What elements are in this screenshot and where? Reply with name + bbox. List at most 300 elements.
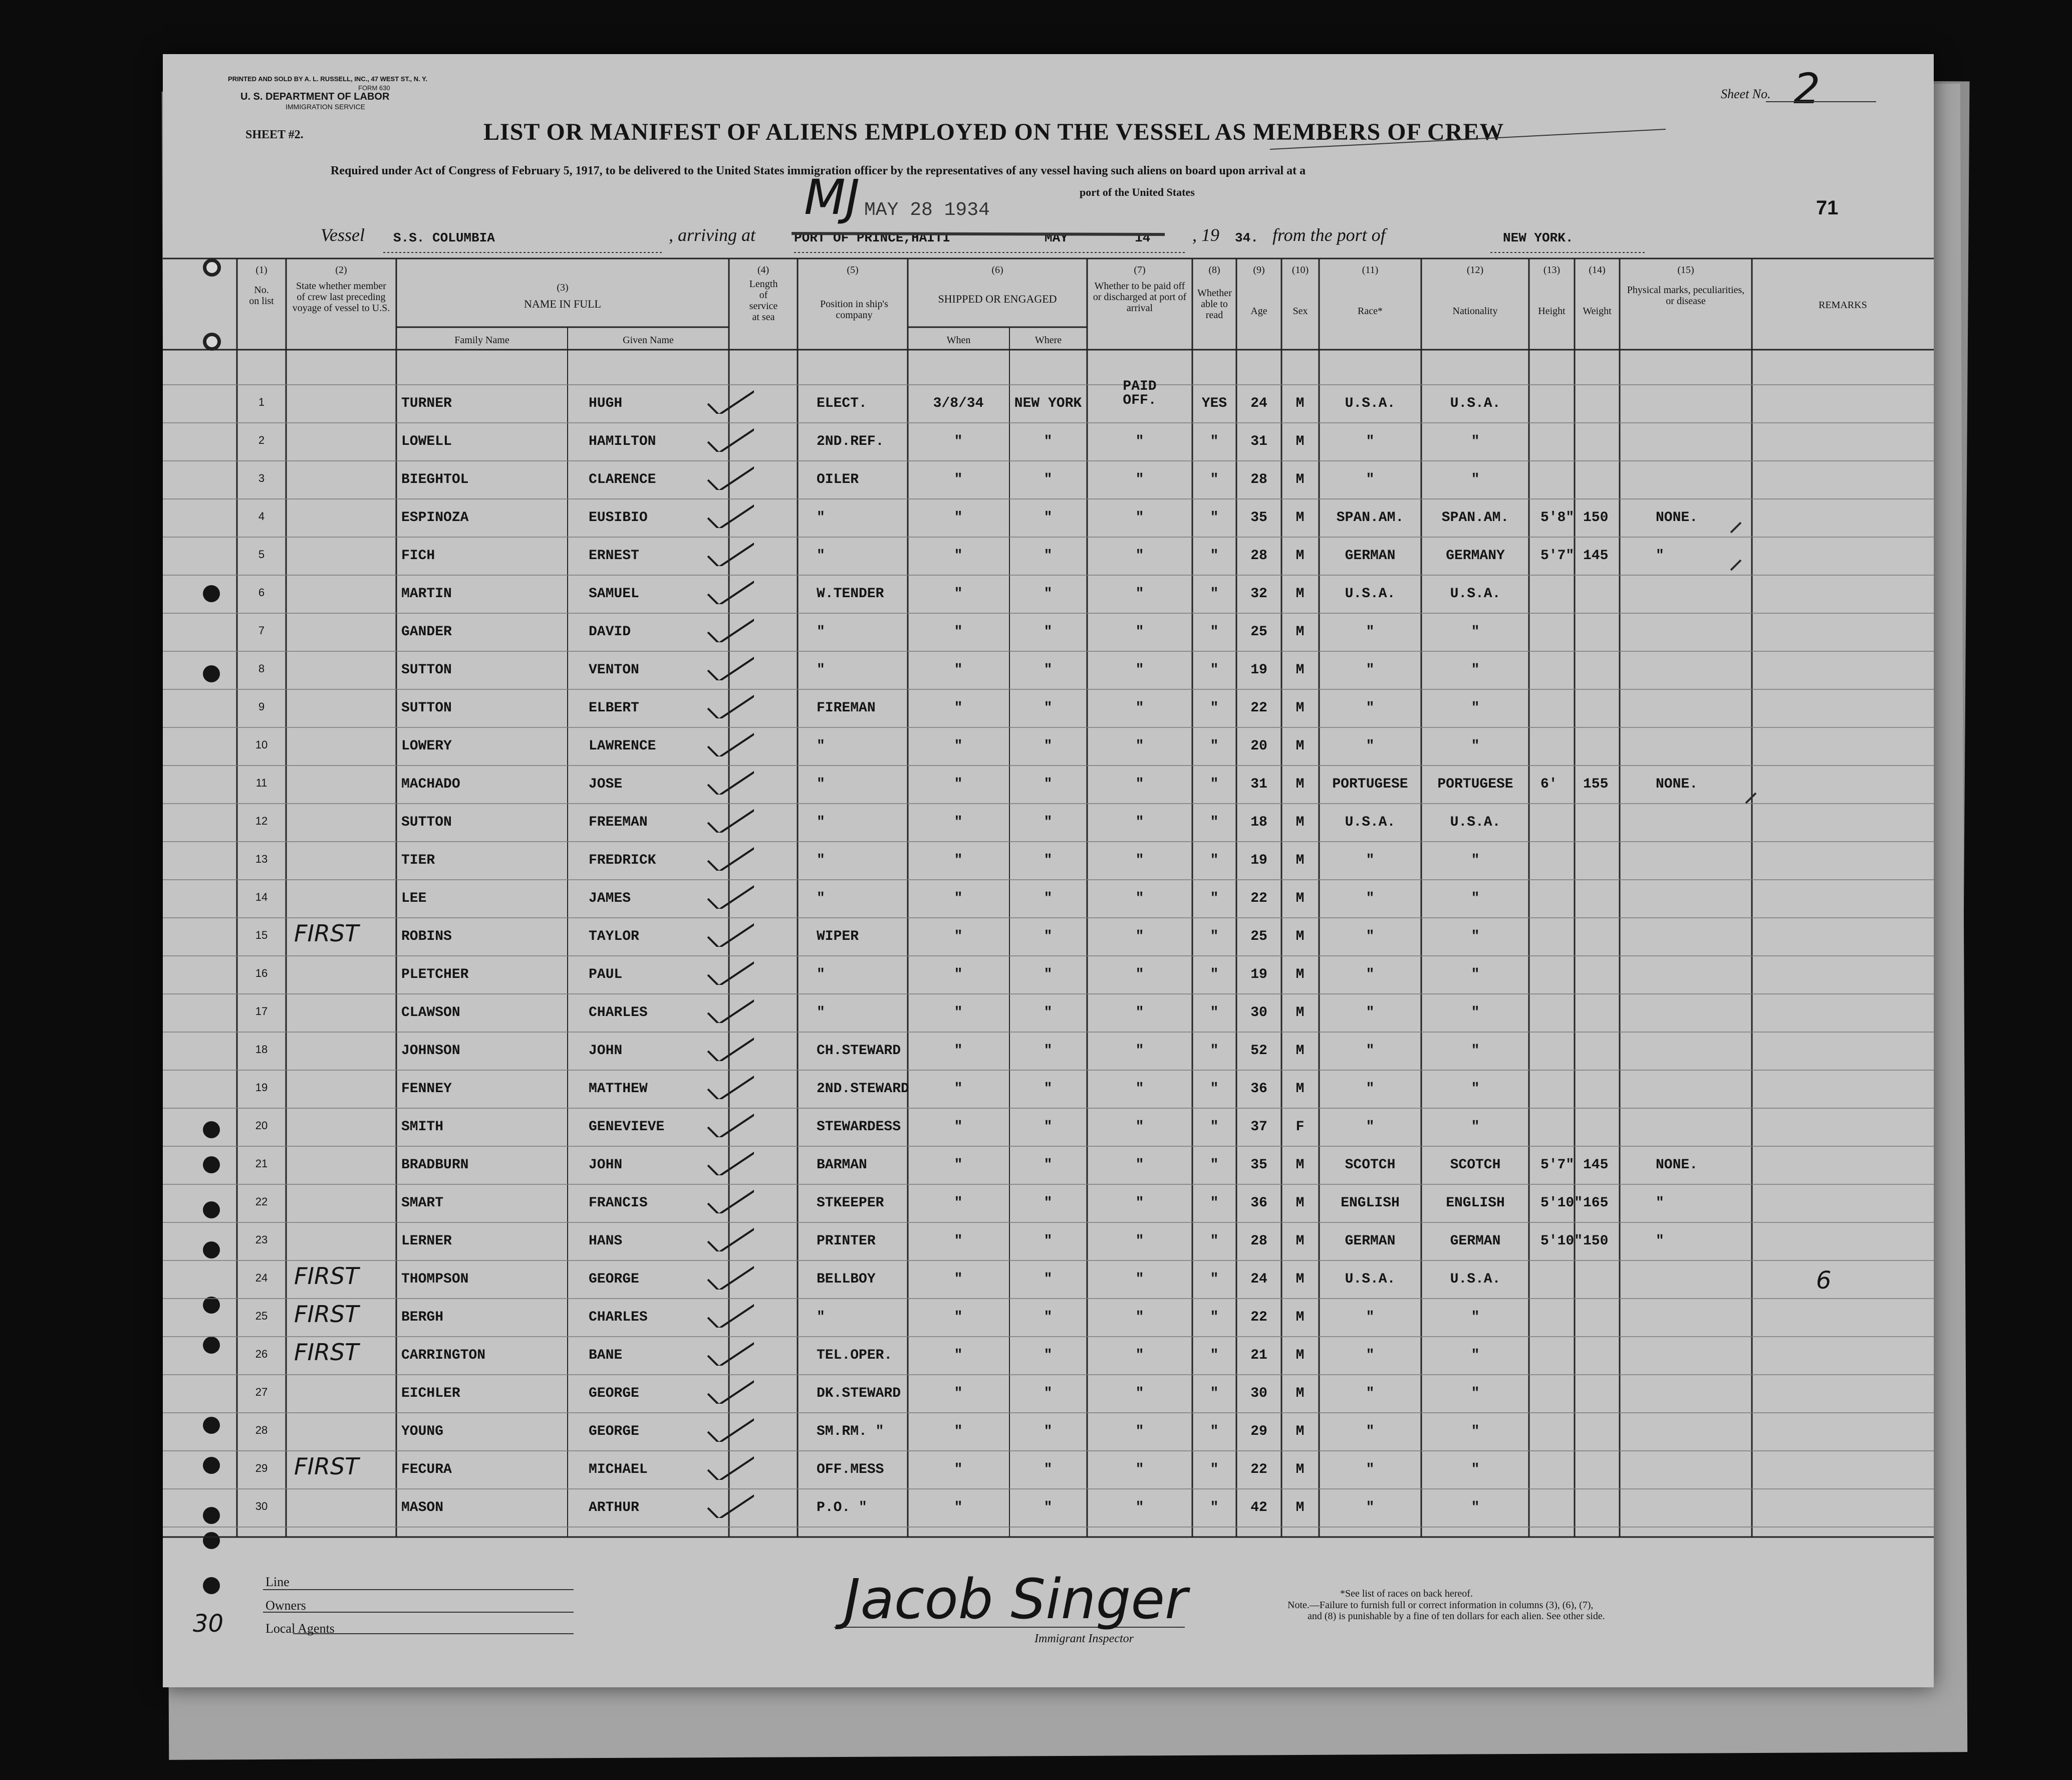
shipped-where: " bbox=[1044, 738, 1053, 754]
age: 21 bbox=[1250, 1348, 1267, 1363]
family-name: MACHADO bbox=[401, 777, 460, 792]
from-label: from the port of bbox=[1272, 225, 1386, 245]
nationality: " bbox=[1471, 662, 1480, 678]
age: 35 bbox=[1250, 1157, 1267, 1173]
family-name: LOWELL bbox=[401, 434, 452, 449]
nationality: " bbox=[1471, 929, 1480, 944]
list-number: 18 bbox=[255, 1043, 268, 1056]
family-name: SUTTON bbox=[401, 815, 452, 830]
list-number: 29 bbox=[255, 1462, 268, 1474]
position: SM.RM. " bbox=[817, 1424, 884, 1439]
able-to-read: " bbox=[1210, 929, 1219, 944]
shipped-when: " bbox=[954, 1157, 963, 1173]
list-number: 27 bbox=[255, 1386, 268, 1398]
col-num-3: (3) bbox=[557, 282, 569, 293]
nationality: " bbox=[1471, 1005, 1480, 1021]
arrival-port-struck: PORT OF PRINCE,HAITI bbox=[794, 230, 951, 245]
paid-off: " bbox=[1135, 1424, 1144, 1439]
shipped-where: " bbox=[1044, 1272, 1053, 1287]
family-name: PLETCHER bbox=[401, 967, 469, 982]
given-name: JAMES bbox=[589, 891, 631, 906]
shipped-when: " bbox=[954, 472, 963, 487]
sex: M bbox=[1296, 1195, 1305, 1211]
arrival-day: 14 bbox=[1135, 230, 1151, 245]
service-check-mark bbox=[704, 846, 754, 871]
shipped-when: " bbox=[954, 1386, 963, 1401]
given-name: MATTHEW bbox=[589, 1081, 648, 1097]
paid-off: " bbox=[1135, 1043, 1144, 1059]
weight: 145 bbox=[1583, 548, 1609, 564]
paid-off: " bbox=[1135, 662, 1144, 678]
list-number: 22 bbox=[255, 1195, 268, 1208]
remarks-mark: 6 bbox=[1816, 1266, 1832, 1295]
able-to-read: " bbox=[1210, 1195, 1219, 1211]
race: " bbox=[1366, 1462, 1375, 1477]
race: GERMAN bbox=[1345, 548, 1396, 564]
col-header-age: Age bbox=[1250, 306, 1267, 317]
col-num-5: (5) bbox=[847, 265, 859, 276]
position: OILER bbox=[817, 472, 859, 487]
family-name: CARRINGTON bbox=[401, 1348, 486, 1363]
list-number: 23 bbox=[255, 1233, 268, 1246]
footer-line-label: Line bbox=[266, 1575, 290, 1589]
penalty-note: Note.—Failure to furnish full or correct information in columns (3), (6), (7), bbox=[1287, 1600, 1594, 1611]
sex: M bbox=[1296, 1005, 1305, 1021]
able-to-read: " bbox=[1210, 815, 1219, 830]
service-check-mark bbox=[704, 1188, 754, 1213]
service-check-mark bbox=[704, 693, 754, 718]
able-to-read: " bbox=[1210, 662, 1219, 678]
able-to-read: " bbox=[1210, 777, 1219, 792]
list-number: 12 bbox=[255, 815, 268, 827]
able-to-read: " bbox=[1210, 1119, 1219, 1135]
shipped-where: " bbox=[1044, 1386, 1053, 1401]
shipped-when: " bbox=[954, 815, 963, 830]
able-to-read: " bbox=[1210, 738, 1219, 754]
col-num-11: (11) bbox=[1362, 265, 1379, 276]
penalty-note-2: and (8) is punishable by a fine of ten dollars for each alien. See other side. bbox=[1308, 1611, 1605, 1622]
given-name: FREDRICK bbox=[589, 853, 656, 868]
col-header-read: Whether able to read bbox=[1197, 288, 1232, 321]
subtitle-2: port of the United States bbox=[1080, 186, 1195, 198]
weight: 150 bbox=[1583, 510, 1609, 526]
vessel-label: Vessel bbox=[321, 225, 365, 245]
able-to-read: " bbox=[1210, 472, 1219, 487]
race-note: *See list of races on back hereof. bbox=[1340, 1588, 1473, 1599]
inspector-signature: Jacob Singer bbox=[844, 1567, 1188, 1631]
age: 24 bbox=[1250, 1272, 1267, 1287]
paid-off: " bbox=[1135, 1157, 1144, 1173]
nationality: GERMANY bbox=[1446, 548, 1505, 564]
sex: M bbox=[1296, 472, 1305, 487]
list-number: 15 bbox=[255, 929, 268, 941]
race: GERMAN bbox=[1345, 1233, 1396, 1249]
sex: F bbox=[1296, 1119, 1305, 1135]
position: " bbox=[817, 624, 825, 640]
nationality: " bbox=[1471, 967, 1480, 982]
shipped-when: " bbox=[954, 1195, 963, 1211]
shipped-where: " bbox=[1044, 891, 1053, 906]
margin-number: 30 bbox=[193, 1610, 224, 1638]
family-name: MARTIN bbox=[401, 586, 452, 602]
sex: M bbox=[1296, 1310, 1305, 1325]
height: 5'7" bbox=[1540, 548, 1575, 564]
paid-off: " bbox=[1135, 1119, 1144, 1135]
able-to-read: " bbox=[1210, 586, 1219, 602]
manifest-sheet bbox=[163, 54, 1934, 1687]
shipped-where: " bbox=[1044, 1310, 1053, 1325]
given-name: DAVID bbox=[589, 624, 631, 640]
nationality: " bbox=[1471, 624, 1480, 640]
family-name: BERGH bbox=[401, 1310, 444, 1325]
age: 19 bbox=[1250, 853, 1267, 868]
able-to-read: " bbox=[1210, 1272, 1219, 1287]
age: 30 bbox=[1250, 1386, 1267, 1401]
position: " bbox=[817, 548, 825, 564]
race: " bbox=[1366, 1348, 1375, 1363]
given-name: JOSE bbox=[589, 777, 623, 792]
height: 6' bbox=[1540, 777, 1558, 792]
nationality: " bbox=[1471, 1043, 1480, 1059]
list-number: 14 bbox=[255, 891, 268, 903]
shipped-where: " bbox=[1044, 1233, 1053, 1249]
list-number: 6 bbox=[258, 586, 265, 599]
nationality: ENGLISH bbox=[1446, 1195, 1505, 1211]
col-header-when: When bbox=[946, 335, 971, 346]
paid-off: " bbox=[1135, 815, 1144, 830]
list-number: 24 bbox=[255, 1272, 268, 1284]
family-name: ESPINOZA bbox=[401, 510, 469, 526]
sheet-no-label: Sheet No. bbox=[1721, 87, 1771, 101]
age: 31 bbox=[1250, 777, 1267, 792]
sex: M bbox=[1296, 1272, 1305, 1287]
family-name: MASON bbox=[401, 1500, 444, 1515]
service-check-mark bbox=[704, 1036, 754, 1061]
given-name: FRANCIS bbox=[589, 1195, 648, 1211]
family-name: JOHNSON bbox=[401, 1043, 460, 1059]
given-name: VENTON bbox=[589, 662, 639, 678]
service-check-mark bbox=[704, 770, 754, 795]
list-number: 8 bbox=[258, 662, 265, 675]
list-number: 1 bbox=[258, 396, 265, 408]
page-title: LIST OR MANIFEST OF ALIENS EMPLOYED ON THE VESSEL AS MEMBERS OF CREW bbox=[483, 119, 1504, 145]
physical-marks: " bbox=[1656, 1195, 1664, 1211]
col-num-10: (10) bbox=[1291, 265, 1309, 276]
sex: M bbox=[1296, 510, 1305, 526]
col-num-15: (15) bbox=[1677, 265, 1694, 276]
position: FIREMAN bbox=[817, 700, 876, 716]
col-header-remarks: REMARKS bbox=[1819, 300, 1867, 311]
family-name: SMART bbox=[401, 1195, 444, 1211]
given-name: HUGH bbox=[589, 396, 623, 411]
able-to-read: " bbox=[1210, 967, 1219, 982]
weight: 165 bbox=[1583, 1195, 1609, 1211]
sex: M bbox=[1296, 1462, 1305, 1477]
paid-off: " bbox=[1135, 472, 1144, 487]
race: " bbox=[1366, 1424, 1375, 1439]
date-stamp: MAY 28 1934 bbox=[864, 199, 990, 221]
handwritten-initials: MJ bbox=[804, 169, 860, 225]
position: OFF.MESS bbox=[817, 1462, 884, 1477]
service-check-mark bbox=[704, 1150, 754, 1175]
previous-voyage: FIRST bbox=[294, 1301, 359, 1328]
race: " bbox=[1366, 1119, 1375, 1135]
shipped-when: " bbox=[954, 1081, 963, 1097]
col-header-weight: Weight bbox=[1583, 306, 1612, 317]
shipped-where: " bbox=[1044, 510, 1053, 526]
sex: M bbox=[1296, 1043, 1305, 1059]
nationality: U.S.A. bbox=[1450, 1272, 1501, 1287]
able-to-read: " bbox=[1210, 1157, 1219, 1173]
age: 22 bbox=[1250, 1310, 1267, 1325]
paid-off: PAID OFF. bbox=[1123, 379, 1157, 408]
col-num-2: (2) bbox=[335, 265, 347, 276]
paid-off: " bbox=[1135, 777, 1144, 792]
sex: M bbox=[1296, 662, 1305, 678]
given-name: HAMILTON bbox=[589, 434, 656, 449]
paid-off: " bbox=[1135, 586, 1144, 602]
shipped-where: " bbox=[1044, 777, 1053, 792]
height: 5'10" bbox=[1540, 1195, 1583, 1211]
sex: M bbox=[1296, 1233, 1305, 1249]
age: 25 bbox=[1250, 624, 1267, 640]
service-check-mark bbox=[704, 1493, 754, 1518]
shipped-when: " bbox=[954, 853, 963, 868]
list-number: 30 bbox=[255, 1500, 268, 1512]
given-name: CHARLES bbox=[589, 1310, 648, 1325]
printer-credit: PRINTED AND SOLD BY A. L. RUSSELL, INC., 47 WEST ST., N. Y. bbox=[228, 75, 427, 83]
nationality: " bbox=[1471, 1500, 1480, 1515]
given-name: FREEMAN bbox=[589, 815, 648, 830]
list-number: 26 bbox=[255, 1348, 268, 1360]
nationality: " bbox=[1471, 1310, 1480, 1325]
position: PRINTER bbox=[817, 1233, 876, 1249]
race: " bbox=[1366, 853, 1375, 868]
family-name: YOUNG bbox=[401, 1424, 444, 1439]
physical-marks: NONE. bbox=[1656, 777, 1698, 792]
able-to-read: " bbox=[1210, 853, 1219, 868]
given-name: MICHAEL bbox=[589, 1462, 648, 1477]
sex: M bbox=[1296, 1157, 1305, 1173]
family-name: EICHLER bbox=[401, 1386, 460, 1401]
nationality: " bbox=[1471, 472, 1480, 487]
shipped-where: " bbox=[1044, 548, 1053, 564]
department: U. S. DEPARTMENT OF LABOR bbox=[240, 91, 390, 102]
shipped-where: " bbox=[1044, 967, 1053, 982]
position: " bbox=[817, 815, 825, 830]
nationality: SCOTCH bbox=[1450, 1157, 1501, 1173]
age: 30 bbox=[1250, 1005, 1267, 1021]
nationality: " bbox=[1471, 891, 1480, 906]
age: 28 bbox=[1250, 548, 1267, 564]
col-num-6: (6) bbox=[991, 265, 1003, 276]
position: " bbox=[817, 662, 825, 678]
age: 24 bbox=[1250, 396, 1267, 411]
sex: M bbox=[1296, 1348, 1305, 1363]
able-to-read: " bbox=[1210, 1005, 1219, 1021]
shipped-when: " bbox=[954, 624, 963, 640]
race: SCOTCH bbox=[1345, 1157, 1396, 1173]
age: 36 bbox=[1250, 1195, 1267, 1211]
given-name: CLARENCE bbox=[589, 472, 656, 487]
family-name: LEE bbox=[401, 891, 427, 906]
position: P.O. " bbox=[817, 1500, 867, 1515]
sex: M bbox=[1296, 891, 1305, 906]
shipped-when: " bbox=[954, 929, 963, 944]
given-name: CHARLES bbox=[589, 1005, 648, 1021]
list-number: 25 bbox=[255, 1310, 268, 1322]
shipped-when: " bbox=[954, 586, 963, 602]
shipped-when: " bbox=[954, 434, 963, 449]
position: " bbox=[817, 853, 825, 868]
col-num-1: (1) bbox=[255, 265, 268, 276]
inspector-label: Immigrant Inspector bbox=[1034, 1632, 1134, 1645]
race: " bbox=[1366, 738, 1375, 754]
year-label: , 19 bbox=[1192, 225, 1219, 245]
service-check-mark bbox=[704, 1455, 754, 1480]
race: U.S.A. bbox=[1345, 396, 1396, 411]
service-check-mark bbox=[704, 808, 754, 833]
family-name: FICH bbox=[401, 548, 435, 564]
able-to-read: " bbox=[1210, 434, 1219, 449]
shipped-where: " bbox=[1044, 1081, 1053, 1097]
nationality: " bbox=[1471, 1462, 1480, 1477]
nationality: PORTUGESE bbox=[1437, 777, 1513, 792]
service-check-mark bbox=[704, 1303, 754, 1328]
race: PORTUGESE bbox=[1332, 777, 1408, 792]
paid-off: " bbox=[1135, 1233, 1144, 1249]
sex: M bbox=[1296, 624, 1305, 640]
age: 37 bbox=[1250, 1119, 1267, 1135]
paid-off: " bbox=[1135, 1272, 1144, 1287]
race: " bbox=[1366, 967, 1375, 982]
col-num-12: (12) bbox=[1466, 265, 1484, 276]
position: " bbox=[817, 510, 825, 526]
col-header-position: Position in ship's company bbox=[820, 299, 888, 321]
service-check-mark bbox=[704, 579, 754, 604]
age: 28 bbox=[1250, 472, 1267, 487]
year-value: 34. bbox=[1235, 230, 1258, 245]
service-check-mark bbox=[704, 731, 754, 756]
family-name: THOMPSON bbox=[401, 1272, 469, 1287]
service-check-mark bbox=[704, 617, 754, 642]
nationality: " bbox=[1471, 1119, 1480, 1135]
col-header-prev-voyage: State whether member of crew last preceding voyage of vessel to U.S. bbox=[292, 281, 390, 314]
given-name: JOHN bbox=[589, 1157, 623, 1173]
race: " bbox=[1366, 1386, 1375, 1401]
list-number: 19 bbox=[255, 1081, 268, 1094]
age: 19 bbox=[1250, 662, 1267, 678]
shipped-where: " bbox=[1044, 1043, 1053, 1059]
family-name: GANDER bbox=[401, 624, 452, 640]
col-header-no: No. on list bbox=[249, 285, 274, 307]
race: U.S.A. bbox=[1345, 815, 1396, 830]
physical-marks: NONE. bbox=[1656, 510, 1698, 526]
given-name: ELBERT bbox=[589, 700, 639, 716]
given-name: PAUL bbox=[589, 967, 623, 982]
position: ELECT. bbox=[817, 396, 867, 411]
col-header-race: Race* bbox=[1358, 306, 1383, 317]
age: 19 bbox=[1250, 967, 1267, 982]
shipped-where: " bbox=[1044, 1119, 1053, 1135]
paid-off: " bbox=[1135, 929, 1144, 944]
paid-off: " bbox=[1135, 510, 1144, 526]
service-check-mark bbox=[704, 884, 754, 909]
nationality: " bbox=[1471, 434, 1480, 449]
given-name: JOHN bbox=[589, 1043, 623, 1059]
service-check-mark bbox=[704, 1341, 754, 1366]
race: " bbox=[1366, 1310, 1375, 1325]
shipped-where: " bbox=[1044, 929, 1053, 944]
position: W.TENDER bbox=[817, 586, 884, 602]
service-check-mark bbox=[704, 1074, 754, 1099]
sheet-left: SHEET #2. bbox=[245, 128, 304, 141]
position: WIPER bbox=[817, 929, 859, 944]
shipped-when: " bbox=[954, 1348, 963, 1363]
paid-off: " bbox=[1135, 434, 1144, 449]
race: " bbox=[1366, 929, 1375, 944]
nationality: " bbox=[1471, 738, 1480, 754]
sex: M bbox=[1296, 700, 1305, 716]
age: 22 bbox=[1250, 700, 1267, 716]
col-header-name: NAME IN FULL bbox=[524, 298, 601, 310]
previous-voyage: FIRST bbox=[294, 1339, 359, 1366]
paid-off: " bbox=[1135, 548, 1144, 564]
col-num-9: (9) bbox=[1253, 265, 1265, 276]
race: " bbox=[1366, 662, 1375, 678]
shipped-when: " bbox=[954, 1310, 963, 1325]
shipped-where: " bbox=[1044, 1005, 1053, 1021]
nationality: " bbox=[1471, 853, 1480, 868]
race: " bbox=[1366, 624, 1375, 640]
shipped-where: " bbox=[1044, 1500, 1053, 1515]
shipped-when: " bbox=[954, 1424, 963, 1439]
list-number: 17 bbox=[255, 1005, 268, 1018]
family-name: FECURA bbox=[401, 1462, 452, 1477]
shipped-when: " bbox=[954, 1119, 963, 1135]
list-number: 2 bbox=[258, 434, 265, 446]
age: 28 bbox=[1250, 1233, 1267, 1249]
position: " bbox=[817, 738, 825, 754]
paid-off: " bbox=[1135, 1386, 1144, 1401]
given-name: GEORGE bbox=[589, 1272, 639, 1287]
able-to-read: " bbox=[1210, 1386, 1219, 1401]
vessel-name: S.S. COLUMBIA bbox=[393, 230, 495, 245]
able-to-read: " bbox=[1210, 1348, 1219, 1363]
position: STKEEPER bbox=[817, 1195, 884, 1211]
shipped-where: " bbox=[1044, 662, 1053, 678]
position: " bbox=[817, 1310, 825, 1325]
arriving-label: , arriving at bbox=[669, 225, 756, 245]
paid-off: " bbox=[1135, 1310, 1144, 1325]
col-num-13: (13) bbox=[1543, 265, 1561, 276]
shipped-when: " bbox=[954, 891, 963, 906]
shipped-where: " bbox=[1044, 1462, 1053, 1477]
race: " bbox=[1366, 472, 1375, 487]
position: " bbox=[817, 1005, 825, 1021]
list-number: 21 bbox=[255, 1157, 268, 1170]
service-check-mark bbox=[704, 389, 754, 414]
shipped-when: " bbox=[954, 1272, 963, 1287]
nationality: U.S.A. bbox=[1450, 396, 1501, 411]
shipped-when: 3/8/34 bbox=[933, 396, 984, 411]
given-name: HANS bbox=[589, 1233, 623, 1249]
shipped-where: NEW YORK bbox=[1014, 396, 1082, 411]
col-header-sex: Sex bbox=[1292, 306, 1308, 317]
given-name: GEORGE bbox=[589, 1424, 639, 1439]
sheet-no-value: 2 bbox=[1793, 64, 1821, 113]
col-num-4: (4) bbox=[757, 265, 769, 276]
